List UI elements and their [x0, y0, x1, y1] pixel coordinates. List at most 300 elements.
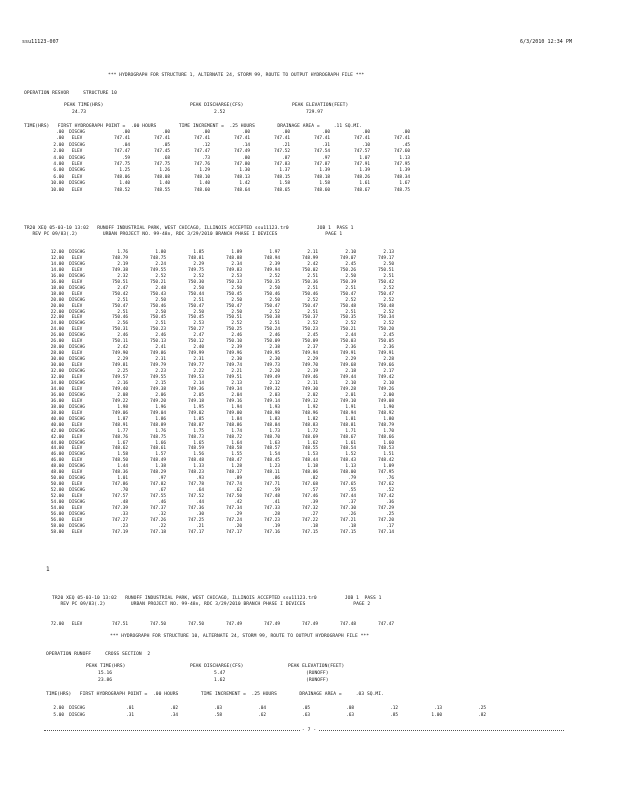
row-value: 750.31	[112, 327, 128, 333]
row-value: 2.22	[193, 369, 204, 375]
row-value: 747.49	[226, 622, 242, 627]
row-value: 747.48	[264, 494, 280, 500]
row-value: 748.66	[378, 434, 394, 440]
row-value: 750.21	[150, 279, 166, 285]
s3-peak-time-1: 15.16	[98, 671, 113, 676]
row-kind: DISCHG	[69, 380, 85, 386]
row-value: 2.46	[155, 333, 166, 339]
row-value: 750.45	[188, 315, 204, 321]
row-value: 2.12	[269, 380, 280, 386]
row-value: 747.80	[234, 162, 250, 168]
row-value: 1.01	[117, 476, 128, 482]
row-value: 1.91	[345, 404, 356, 410]
row-value: .00	[362, 130, 370, 135]
row-value: 750.09	[264, 339, 280, 345]
row-value: .04	[122, 142, 130, 148]
row-value: 1.76	[117, 250, 128, 255]
row-value: 747.50	[188, 622, 204, 627]
row-value: 747.17	[226, 529, 242, 535]
peak-discharge-value: 2.52	[214, 110, 226, 115]
row-value: 2.36	[383, 345, 394, 351]
row-value: .05	[162, 142, 170, 148]
row-time: 58.00	[50, 529, 64, 535]
row-kind: ELEV	[71, 470, 83, 476]
row-value: 2.56	[117, 321, 128, 327]
row-value: 2.47	[193, 333, 204, 339]
row-kind: ELEV	[71, 187, 83, 193]
row-value: 747.25	[188, 517, 204, 523]
row-value: 2.25	[117, 369, 128, 375]
row-value: 2.16	[117, 380, 128, 386]
row-value: 748.75	[394, 187, 410, 193]
row-value: 749.40	[112, 386, 128, 392]
row-value: 748.06	[302, 470, 318, 476]
row-value: 1.39	[359, 168, 370, 174]
row-value: 749.18	[188, 398, 204, 404]
row-value: 1.70	[383, 428, 394, 434]
row-value: .27	[310, 511, 318, 517]
row-value: 747.50	[150, 622, 166, 627]
row-value: 1.44	[117, 464, 128, 470]
page-mark: 1	[46, 566, 50, 573]
row-value: 2.52	[269, 273, 280, 279]
row-kind: DISCHG	[69, 511, 85, 517]
row-value: .34	[170, 712, 178, 718]
row-value: 2.20	[269, 369, 280, 375]
row-time: 18.00	[50, 285, 64, 291]
peak-elevation-value: 729.97	[306, 110, 323, 115]
row-value: 748.49	[150, 458, 166, 464]
row-value: 748.26	[354, 174, 370, 180]
row-value: 2.40	[193, 345, 204, 351]
row-value: 750.21	[340, 327, 356, 333]
row-value: .93	[196, 476, 204, 482]
row-kind: ELEV	[71, 351, 83, 357]
row-value: 748.15	[274, 174, 290, 180]
row-value: 750.44	[188, 291, 204, 297]
row-kind: ELEV	[71, 136, 83, 142]
s3-peak-discharge-label: PEAK DISCHARGE(CFS)	[190, 664, 244, 669]
row-value: 750.05	[378, 339, 394, 345]
row-value: 747.68	[302, 482, 318, 488]
row-value: 1.61	[345, 440, 356, 446]
row-value: 747.74	[226, 482, 242, 488]
row-value: 747.41	[154, 136, 170, 142]
row-time: 40.00	[50, 416, 64, 422]
row-value: 2.04	[231, 392, 242, 398]
row-value: 748.60	[194, 187, 210, 193]
section1-time-header: TIME(HRS) FIRST HYDROGRAPH POINT = .00 HOURS TIME INCREMENT = .25 HOURS DRAINAGE AREA = .11 SQ.MI.	[24, 124, 362, 129]
section3-table	[46, 706, 486, 719]
row-value: 2.41	[155, 345, 166, 351]
row-value: 2.51	[345, 285, 356, 291]
row-time: 30.00	[50, 357, 64, 363]
row-kind: DISCHG	[69, 369, 85, 375]
row-value: .73	[202, 155, 210, 161]
row-time: 50.00	[50, 482, 64, 488]
row-value: 2.50	[345, 273, 356, 279]
row-value: 1.18	[307, 464, 318, 470]
row-value: 2.15	[155, 380, 166, 386]
row-time: 12.00	[50, 255, 64, 261]
row-value: 2.50	[383, 261, 394, 267]
row-value: 1.64	[231, 440, 242, 446]
row-value: 747.41	[394, 136, 410, 142]
row-value: 2.52	[383, 309, 394, 315]
row-time: 14.00	[50, 261, 64, 267]
row-value: .25	[386, 511, 394, 517]
row-value: 1.92	[307, 404, 318, 410]
peak-elevation-label: PEAK ELEVATION(FEET)	[292, 103, 349, 108]
row-value: 748.81	[188, 255, 204, 261]
row-value: 748.92	[378, 410, 394, 416]
row-time: 24.00	[50, 327, 64, 333]
s3-peak-elevation-1: (RUNOFF)	[306, 671, 329, 676]
row-value: 2.53	[193, 321, 204, 327]
section1-table	[46, 130, 410, 194]
row-value: 748.45	[264, 458, 280, 464]
row-kind: DISCHG	[69, 297, 85, 303]
row-value: 747.41	[234, 136, 250, 142]
row-time: 6.00	[53, 174, 64, 180]
row-value: 750.47	[188, 303, 204, 309]
row-value: .46	[158, 500, 166, 506]
row-value: .23	[120, 523, 128, 529]
row-value: .63	[302, 712, 310, 718]
row-value: 749.90	[112, 351, 128, 357]
row-value: .00	[402, 130, 410, 135]
row-value: 750.46	[150, 303, 166, 309]
row-value: 748.58	[226, 446, 242, 452]
row-value: 2.51	[117, 297, 128, 303]
row-value: 748.98	[264, 410, 280, 416]
row-value: 748.13	[234, 174, 250, 180]
row-value: 2.50	[193, 309, 204, 315]
row-value: .10	[362, 142, 370, 148]
row-value: 748.94	[264, 255, 280, 261]
row-value: 2.28	[383, 357, 394, 363]
row-value: 747.41	[194, 136, 210, 142]
row-value: 748.73	[188, 434, 204, 440]
row-value: 748.44	[302, 458, 318, 464]
row-value: 750.42	[378, 279, 394, 285]
s3-peak-discharge-1: 5.47	[214, 671, 226, 676]
row-value: 747.27	[112, 517, 128, 523]
row-value: 2.14	[193, 380, 204, 386]
row-value: 2.19	[307, 369, 318, 375]
row-value: 2.45	[307, 333, 318, 339]
row-value: 747.75	[114, 162, 130, 168]
row-kind: ELEV	[71, 363, 83, 369]
row-kind: DISCHG	[69, 345, 85, 351]
row-value: 747.26	[150, 517, 166, 523]
row-value: 747.37	[150, 505, 166, 511]
row-value: 747.95	[378, 470, 394, 476]
row-value: 748.50	[112, 458, 128, 464]
row-value: 749.36	[188, 386, 204, 392]
row-value: .87	[282, 155, 290, 161]
row-value: 750.11	[112, 339, 128, 345]
row-value: 748.67	[340, 434, 356, 440]
row-time: 52.00	[50, 488, 64, 494]
row-value: .21	[196, 523, 204, 529]
row-value: 1.54	[269, 452, 280, 458]
row-value: 2.51	[383, 273, 394, 279]
row-value: 2.10	[383, 380, 394, 386]
row-value: 1.58	[279, 181, 290, 187]
row-value: 1.40	[119, 181, 130, 187]
row-value: 2.29	[117, 357, 128, 363]
row-kind: ELEV	[71, 622, 83, 627]
row-value: 2.52	[345, 297, 356, 303]
row-kind: ELEV	[71, 494, 83, 500]
row-time: .00	[56, 136, 64, 142]
row-value: 750.12	[188, 339, 204, 345]
row-value: 749.94	[264, 267, 280, 273]
row-value: 750.36	[302, 279, 318, 285]
row-value: 1.58	[319, 181, 330, 187]
header-left: ssu11123-007	[22, 39, 59, 45]
row-value: .25	[478, 706, 486, 711]
row-value: 1.71	[345, 428, 356, 434]
row-time: 32.00	[50, 375, 64, 381]
carry-row	[46, 622, 394, 628]
row-value: 748.61	[150, 446, 166, 452]
row-time: 36.00	[50, 392, 64, 398]
row-value: 2.32	[117, 273, 128, 279]
row-value: 747.30	[340, 505, 356, 511]
row-value: 747.51	[112, 622, 128, 627]
row-time: 5.00	[53, 712, 64, 718]
row-value: 747.57	[354, 149, 370, 155]
row-value: 2.52	[307, 297, 318, 303]
row-value: .28	[272, 511, 280, 517]
row-value: 2.52	[193, 273, 204, 279]
row-kind: DISCHG	[69, 285, 85, 291]
row-value: 748.47	[226, 458, 242, 464]
row-value: 2.01	[345, 392, 356, 398]
row-value: 2.51	[345, 309, 356, 315]
row-value: .31	[322, 142, 330, 148]
row-value: 750.43	[150, 291, 166, 297]
row-value: 748.43	[340, 458, 356, 464]
section3-time-header: TIME(HRS) FIRST HYDROGRAPH POINT = .00 HOURS TIME INCREMENT = .25 HOURS DRAINAGE AREA = .03 SQ.MI.	[46, 692, 384, 697]
row-value: 1.25	[119, 168, 130, 174]
row-value: .00	[322, 130, 330, 135]
row-value: 747.29	[378, 505, 394, 511]
row-value: 748.54	[340, 446, 356, 452]
row-value: 748.11	[264, 470, 280, 476]
row-value: 1.95	[193, 404, 204, 410]
row-value: 750.09	[302, 339, 318, 345]
row-value: .62	[258, 712, 266, 718]
row-value: 1.87	[117, 416, 128, 422]
row-time: 38.00	[50, 410, 64, 416]
row-kind: ELEV	[71, 255, 83, 261]
row-value: 750.27	[188, 327, 204, 333]
row-kind: ELEV	[71, 149, 83, 155]
row-value: 748.60	[314, 187, 330, 193]
row-value: 747.41	[114, 136, 130, 142]
row-value: 750.51	[226, 315, 242, 321]
row-time: 16.00	[50, 273, 64, 279]
page-number: - 7 -	[302, 728, 317, 733]
row-value: .12	[390, 706, 398, 711]
row-value: 2.52	[269, 309, 280, 315]
row-value: 748.17	[226, 470, 242, 476]
row-value: 747.46	[302, 494, 318, 500]
row-value: 747.47	[194, 149, 210, 155]
row-value: 2.05	[193, 392, 204, 398]
row-kind: DISCHG	[69, 476, 85, 482]
row-value: 747.55	[150, 494, 166, 500]
row-value: 750.24	[264, 327, 280, 333]
row-value: .02	[170, 706, 178, 711]
row-value: 1.30	[239, 168, 250, 174]
row-kind: DISCHG	[69, 181, 85, 187]
row-value: .03	[214, 706, 222, 711]
row-time: 58.00	[50, 523, 64, 529]
row-value: 2.19	[117, 261, 128, 267]
row-value: 1.97	[269, 250, 280, 255]
row-value: 750.35	[340, 315, 356, 321]
row-value: 747.21	[340, 517, 356, 523]
row-value: 747.44	[340, 494, 356, 500]
row-value: 747.57	[112, 494, 128, 500]
s3-peak-time-label: PEAK TIME(HRS)	[86, 664, 126, 669]
row-value: 750.46	[264, 291, 280, 297]
row-kind: ELEV	[71, 529, 83, 535]
row-time: 48.00	[50, 464, 64, 470]
row-time: 42.00	[50, 434, 64, 440]
row-value: 1.26	[159, 168, 170, 174]
row-value: 750.03	[340, 339, 356, 345]
row-value: 1.39	[319, 168, 330, 174]
s3-peak-elevation-2: (RUNOFF)	[306, 678, 329, 683]
row-value: 2.52	[383, 297, 394, 303]
row-value: .30	[196, 511, 204, 517]
row-value: 2.51	[269, 321, 280, 327]
row-kind: DISCHG	[69, 168, 85, 174]
row-value: 747.65	[340, 482, 356, 488]
row-time: 46.00	[50, 452, 64, 458]
row-kind: DISCHG	[69, 464, 85, 470]
row-time: 54.00	[50, 505, 64, 511]
row-time: 4.00	[53, 162, 64, 168]
row-time: 22.00	[50, 309, 64, 315]
row-value: 2.11	[307, 250, 318, 255]
row-value: 747.24	[226, 517, 242, 523]
row-value: 750.33	[226, 279, 242, 285]
row-value: 2.51	[307, 285, 318, 291]
row-value: 747.76	[194, 162, 210, 168]
row-value: 748.69	[302, 434, 318, 440]
row-value: 747.18	[150, 529, 166, 535]
row-value: 748.83	[302, 422, 318, 428]
row-value: 2.47	[117, 285, 128, 291]
row-value: .01	[126, 706, 134, 711]
table-row	[46, 706, 486, 713]
row-value: 2.50	[155, 309, 166, 315]
row-value: 748.55	[154, 187, 170, 193]
row-value: 748.81	[340, 422, 356, 428]
row-value: 748.36	[112, 470, 128, 476]
row-value: 1.61	[359, 181, 370, 187]
row-time: 2.00	[53, 149, 64, 155]
row-value: .86	[272, 476, 280, 482]
row-time: 42.00	[50, 428, 64, 434]
row-kind: DISCHG	[69, 142, 85, 148]
row-value: 1.28	[231, 464, 242, 470]
row-value: 747.45	[154, 149, 170, 155]
row-value: 747.62	[378, 482, 394, 488]
row-value: 749.10	[340, 398, 356, 404]
row-time: 48.00	[50, 470, 64, 476]
row-value: 2.46	[231, 333, 242, 339]
row-value: .31	[126, 712, 134, 718]
row-value: 750.48	[378, 303, 394, 309]
row-value: 749.12	[302, 398, 318, 404]
row-value: 1.33	[193, 464, 204, 470]
row-value: 2.39	[269, 261, 280, 267]
row-value: 2.17	[383, 369, 394, 375]
row-time: 16.00	[50, 279, 64, 285]
row-kind: DISCHG	[69, 333, 85, 339]
row-value: 748.89	[150, 422, 166, 428]
row-kind: DISCHG	[69, 428, 85, 434]
row-value: 748.65	[274, 187, 290, 193]
row-value: 1.74	[231, 428, 242, 434]
row-value: 747.47	[378, 622, 394, 627]
row-value: .37	[348, 500, 356, 506]
row-time: 34.00	[50, 380, 64, 386]
row-kind: DISCHG	[69, 261, 85, 267]
row-value: 749.22	[112, 398, 128, 404]
row-value: 749.79	[150, 363, 166, 369]
row-kind: ELEV	[71, 375, 83, 381]
row-time: 22.00	[50, 315, 64, 321]
row-value: 1.66	[155, 440, 166, 446]
row-value: 747.49	[264, 622, 280, 627]
row-value: .97	[158, 476, 166, 482]
row-time: 30.00	[50, 363, 64, 369]
row-kind: ELEV	[71, 517, 83, 523]
row-value: 750.10	[226, 339, 242, 345]
section2-table	[46, 250, 394, 536]
row-value: 748.94	[340, 410, 356, 416]
row-value: 748.48	[188, 458, 204, 464]
row-value: .63	[346, 712, 354, 718]
table-row	[46, 713, 486, 720]
row-value: .04	[258, 706, 266, 711]
row-value: .82	[310, 476, 318, 482]
row-value: 749.30	[302, 386, 318, 392]
row-time: 56.00	[50, 511, 64, 517]
row-value: 749.20	[150, 398, 166, 404]
row-kind: ELEV	[71, 174, 83, 180]
section1-title: *** HYDROGRAPH FOR STRUCTURE 1, ALTERNATE 24, STORM 99, ROUTE TO OUTPUT HYDROGRAPH FILE ***	[108, 73, 365, 78]
row-value: 747.41	[274, 136, 290, 142]
row-value: 747.83	[274, 162, 290, 168]
row-value: 2.29	[193, 261, 204, 267]
row-kind: ELEV	[71, 410, 83, 416]
row-value: 2.51	[307, 273, 318, 279]
row-value: 747.17	[188, 529, 204, 535]
s3-peak-elevation-label: PEAK ELEVATION(FEET)	[288, 664, 345, 669]
row-value: 748.57	[264, 446, 280, 452]
row-value: 750.02	[302, 267, 318, 273]
row-value: 750.47	[264, 303, 280, 309]
